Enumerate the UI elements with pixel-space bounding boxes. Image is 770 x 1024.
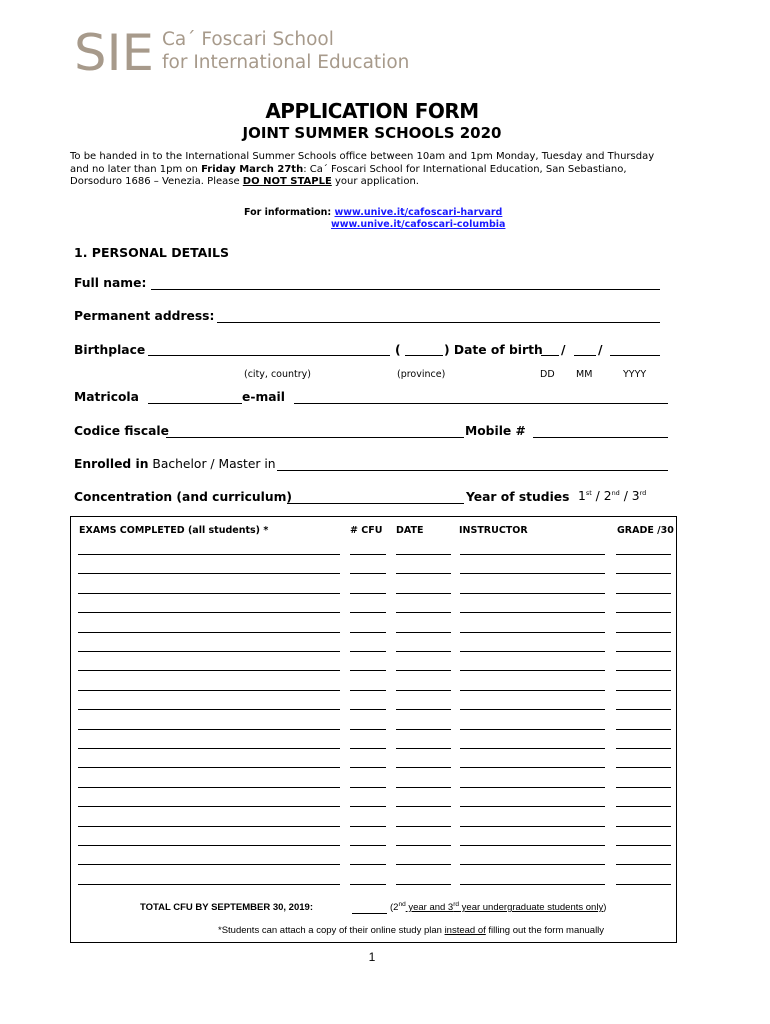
enrolled-label: Enrolled in Bachelor / Master in [74, 457, 276, 471]
cfu-field[interactable] [350, 573, 386, 574]
grade-field[interactable] [616, 806, 671, 807]
enrolled-field[interactable] [277, 470, 668, 471]
intro-line-1: To be handed in to the International Summer Schools office between 10am and 1pm Monday, Tuesday and Thursday [70, 151, 655, 162]
province-field[interactable] [405, 355, 443, 356]
exam-name-field[interactable] [78, 709, 340, 710]
instructor-field[interactable] [460, 651, 605, 652]
grade-field[interactable] [616, 748, 671, 749]
address-label: Permanent address: [74, 309, 215, 323]
month-hint: MM [576, 369, 593, 380]
instructor-field[interactable] [460, 573, 605, 574]
full-name-label: Full name: [74, 276, 147, 290]
cfu-field[interactable] [350, 864, 386, 865]
date-field[interactable] [396, 845, 451, 846]
mobile-label: Mobile # [465, 424, 526, 438]
intro-line-2: and no later than 1pm on Friday March 27th: Ca´ Foscari School for International Education, San Sebastiano, [70, 163, 627, 175]
grade-field[interactable] [616, 690, 671, 691]
codice-fiscale-label: Codice fiscale [74, 424, 169, 438]
grade-field[interactable] [616, 884, 671, 885]
instructor-field[interactable] [460, 593, 605, 594]
grade-field[interactable] [616, 593, 671, 594]
grade-field[interactable] [616, 554, 671, 555]
date-field[interactable] [396, 670, 451, 671]
date-field[interactable] [396, 709, 451, 710]
date-field[interactable] [396, 573, 451, 574]
info-line-2 [331, 219, 505, 230]
date-field[interactable] [396, 826, 451, 827]
matricola-field[interactable] [148, 403, 242, 404]
cfu-field[interactable] [350, 845, 386, 846]
cfu-field[interactable] [350, 806, 386, 807]
date-field[interactable] [396, 651, 451, 652]
province-hint: (province) [397, 369, 446, 380]
exams-header: EXAMS COMPLETED (all students) * [79, 525, 269, 536]
total-cfu-label: TOTAL CFU BY SEPTEMBER 30, 2019: [140, 902, 313, 913]
concentration-label: Concentration (and curriculum) [74, 490, 293, 504]
study-plan-footnote: *Students can attach a copy of their online study plan instead of filling out the form manually [218, 925, 605, 936]
email-field[interactable] [294, 403, 668, 404]
codice-fiscale-field[interactable] [166, 437, 464, 438]
form-subtitle: JOINT SUMMER SCHOOLS 2020 [242, 124, 502, 142]
cfu-field[interactable] [350, 690, 386, 691]
date-field[interactable] [396, 612, 451, 613]
cfu-field[interactable] [350, 632, 386, 633]
exam-name-field[interactable] [78, 573, 340, 574]
cfu-field[interactable] [350, 884, 386, 885]
exam-name-field[interactable] [78, 729, 340, 730]
year-options[interactable]: 1st / 2nd / 3rd [578, 488, 647, 503]
date-field[interactable] [396, 864, 451, 865]
full-name-field[interactable] [151, 289, 660, 290]
dob-year-field[interactable] [610, 355, 660, 356]
cfu-field[interactable] [350, 651, 386, 652]
deadline: Friday March 27th [201, 163, 304, 175]
address-field[interactable] [217, 322, 660, 323]
cfu-field[interactable] [350, 709, 386, 710]
year-hint: YYYY [623, 369, 647, 380]
mobile-field[interactable] [533, 437, 668, 438]
matricola-label: Matricola [74, 390, 139, 404]
grade-field[interactable] [616, 651, 671, 652]
instructor-header: INSTRUCTOR [459, 525, 528, 536]
instructor-field[interactable] [460, 612, 605, 613]
school-name-line2: for International Education [162, 52, 410, 73]
exam-name-field[interactable] [78, 864, 340, 865]
exam-name-field[interactable] [78, 767, 340, 768]
dob-slash-1: / [561, 343, 566, 357]
dob-slash-2: / [598, 343, 603, 357]
exam-name-field[interactable] [78, 554, 340, 555]
school-name-line1: Ca´ Foscari School [162, 29, 334, 50]
exam-name-field[interactable] [78, 670, 340, 671]
date-field[interactable] [396, 884, 451, 885]
day-hint: DD [540, 369, 555, 380]
grade-field[interactable] [616, 864, 671, 865]
cfu-field[interactable] [350, 826, 386, 827]
date-field[interactable] [396, 632, 451, 633]
instructor-field[interactable] [460, 554, 605, 555]
instructor-field[interactable] [460, 845, 605, 846]
section-heading: 1. PERSONAL DETAILS [74, 245, 229, 260]
grade-field[interactable] [616, 612, 671, 613]
date-field[interactable] [396, 787, 451, 788]
exam-name-field[interactable] [78, 690, 340, 691]
birthplace-label: Birthplace [74, 343, 146, 357]
exam-name-field[interactable] [78, 748, 340, 749]
email-label: e-mail [242, 390, 285, 404]
date-field[interactable] [396, 748, 451, 749]
cfu-field[interactable] [350, 670, 386, 671]
instructor-field[interactable] [460, 884, 605, 885]
year-of-studies-label: Year of studies [466, 490, 570, 504]
exam-name-field[interactable] [78, 884, 340, 885]
instructor-field[interactable] [460, 748, 605, 749]
exams-table [70, 516, 677, 943]
undergrad-note: (2nd year and 3rd year undergraduate students only) [390, 900, 607, 913]
date-field[interactable] [396, 690, 451, 691]
instructor-field[interactable] [460, 670, 605, 671]
dob-day-field[interactable] [541, 355, 559, 356]
exam-name-field[interactable] [78, 593, 340, 594]
exam-name-field[interactable] [78, 651, 340, 652]
dob-label: ) Date of birth [444, 343, 543, 357]
date-header: DATE [396, 525, 424, 536]
concentration-field[interactable] [287, 503, 464, 504]
grade-field[interactable] [616, 826, 671, 827]
instructor-field[interactable] [460, 864, 605, 865]
instructor-field[interactable] [460, 806, 605, 807]
form-title: APPLICATION FORM [265, 99, 479, 123]
total-cfu-field[interactable] [352, 913, 387, 914]
exam-name-field[interactable] [78, 787, 340, 788]
logo-mark-text: SIE [74, 26, 154, 76]
birthplace-field[interactable] [148, 355, 390, 356]
grade-header: GRADE /30 [617, 525, 674, 536]
cfu-field[interactable] [350, 748, 386, 749]
intro-paragraph [70, 151, 680, 189]
grade-field[interactable] [616, 670, 671, 671]
school-name [162, 28, 409, 74]
instructor-field[interactable] [460, 787, 605, 788]
city-country-hint: (city, country) [244, 369, 311, 380]
date-field[interactable] [396, 767, 451, 768]
province-open-paren: ( [395, 343, 401, 357]
cfu-field[interactable] [350, 787, 386, 788]
instructor-field[interactable] [460, 826, 605, 827]
page-number: 1 [368, 950, 376, 964]
date-field[interactable] [396, 554, 451, 555]
exam-name-field[interactable] [78, 845, 340, 846]
exam-name-field[interactable] [78, 632, 340, 633]
exam-name-field[interactable] [78, 806, 340, 807]
sie-logo-icon [74, 26, 154, 76]
info-label: For information: [244, 207, 335, 218]
grade-field[interactable] [616, 729, 671, 730]
school-logo [74, 26, 434, 76]
columbia-link[interactable]: www.unive.it/cafoscari-columbia [331, 219, 506, 230]
grade-field[interactable] [616, 787, 671, 788]
instructor-field[interactable] [460, 709, 605, 710]
date-field[interactable] [396, 806, 451, 807]
cfu-header: # CFU [350, 525, 383, 536]
info-line [244, 207, 502, 218]
grade-field[interactable] [616, 845, 671, 846]
instructor-field[interactable] [460, 767, 605, 768]
grade-field[interactable] [616, 632, 671, 633]
instructor-field[interactable] [460, 690, 605, 691]
instructor-field[interactable] [460, 632, 605, 633]
grade-field[interactable] [616, 573, 671, 574]
dob-month-field[interactable] [574, 355, 596, 356]
no-staple-warning: DO NOT STAPLE [242, 176, 332, 188]
cfu-field[interactable] [350, 767, 386, 768]
grade-field[interactable] [616, 767, 671, 768]
cfu-field[interactable] [350, 554, 386, 555]
exam-name-field[interactable] [78, 612, 340, 613]
instructor-field[interactable] [460, 729, 605, 730]
cfu-field[interactable] [350, 593, 386, 594]
date-field[interactable] [396, 729, 451, 730]
exam-name-field[interactable] [78, 826, 340, 827]
cfu-field[interactable] [350, 612, 386, 613]
intro-line-3: Dorsoduro 1686 – Venezia. Please DO NOT STAPLE your application. [70, 176, 419, 188]
date-field[interactable] [396, 593, 451, 594]
harvard-link[interactable]: www.unive.it/cafoscari-harvard [334, 207, 503, 218]
grade-field[interactable] [616, 709, 671, 710]
cfu-field[interactable] [350, 729, 386, 730]
